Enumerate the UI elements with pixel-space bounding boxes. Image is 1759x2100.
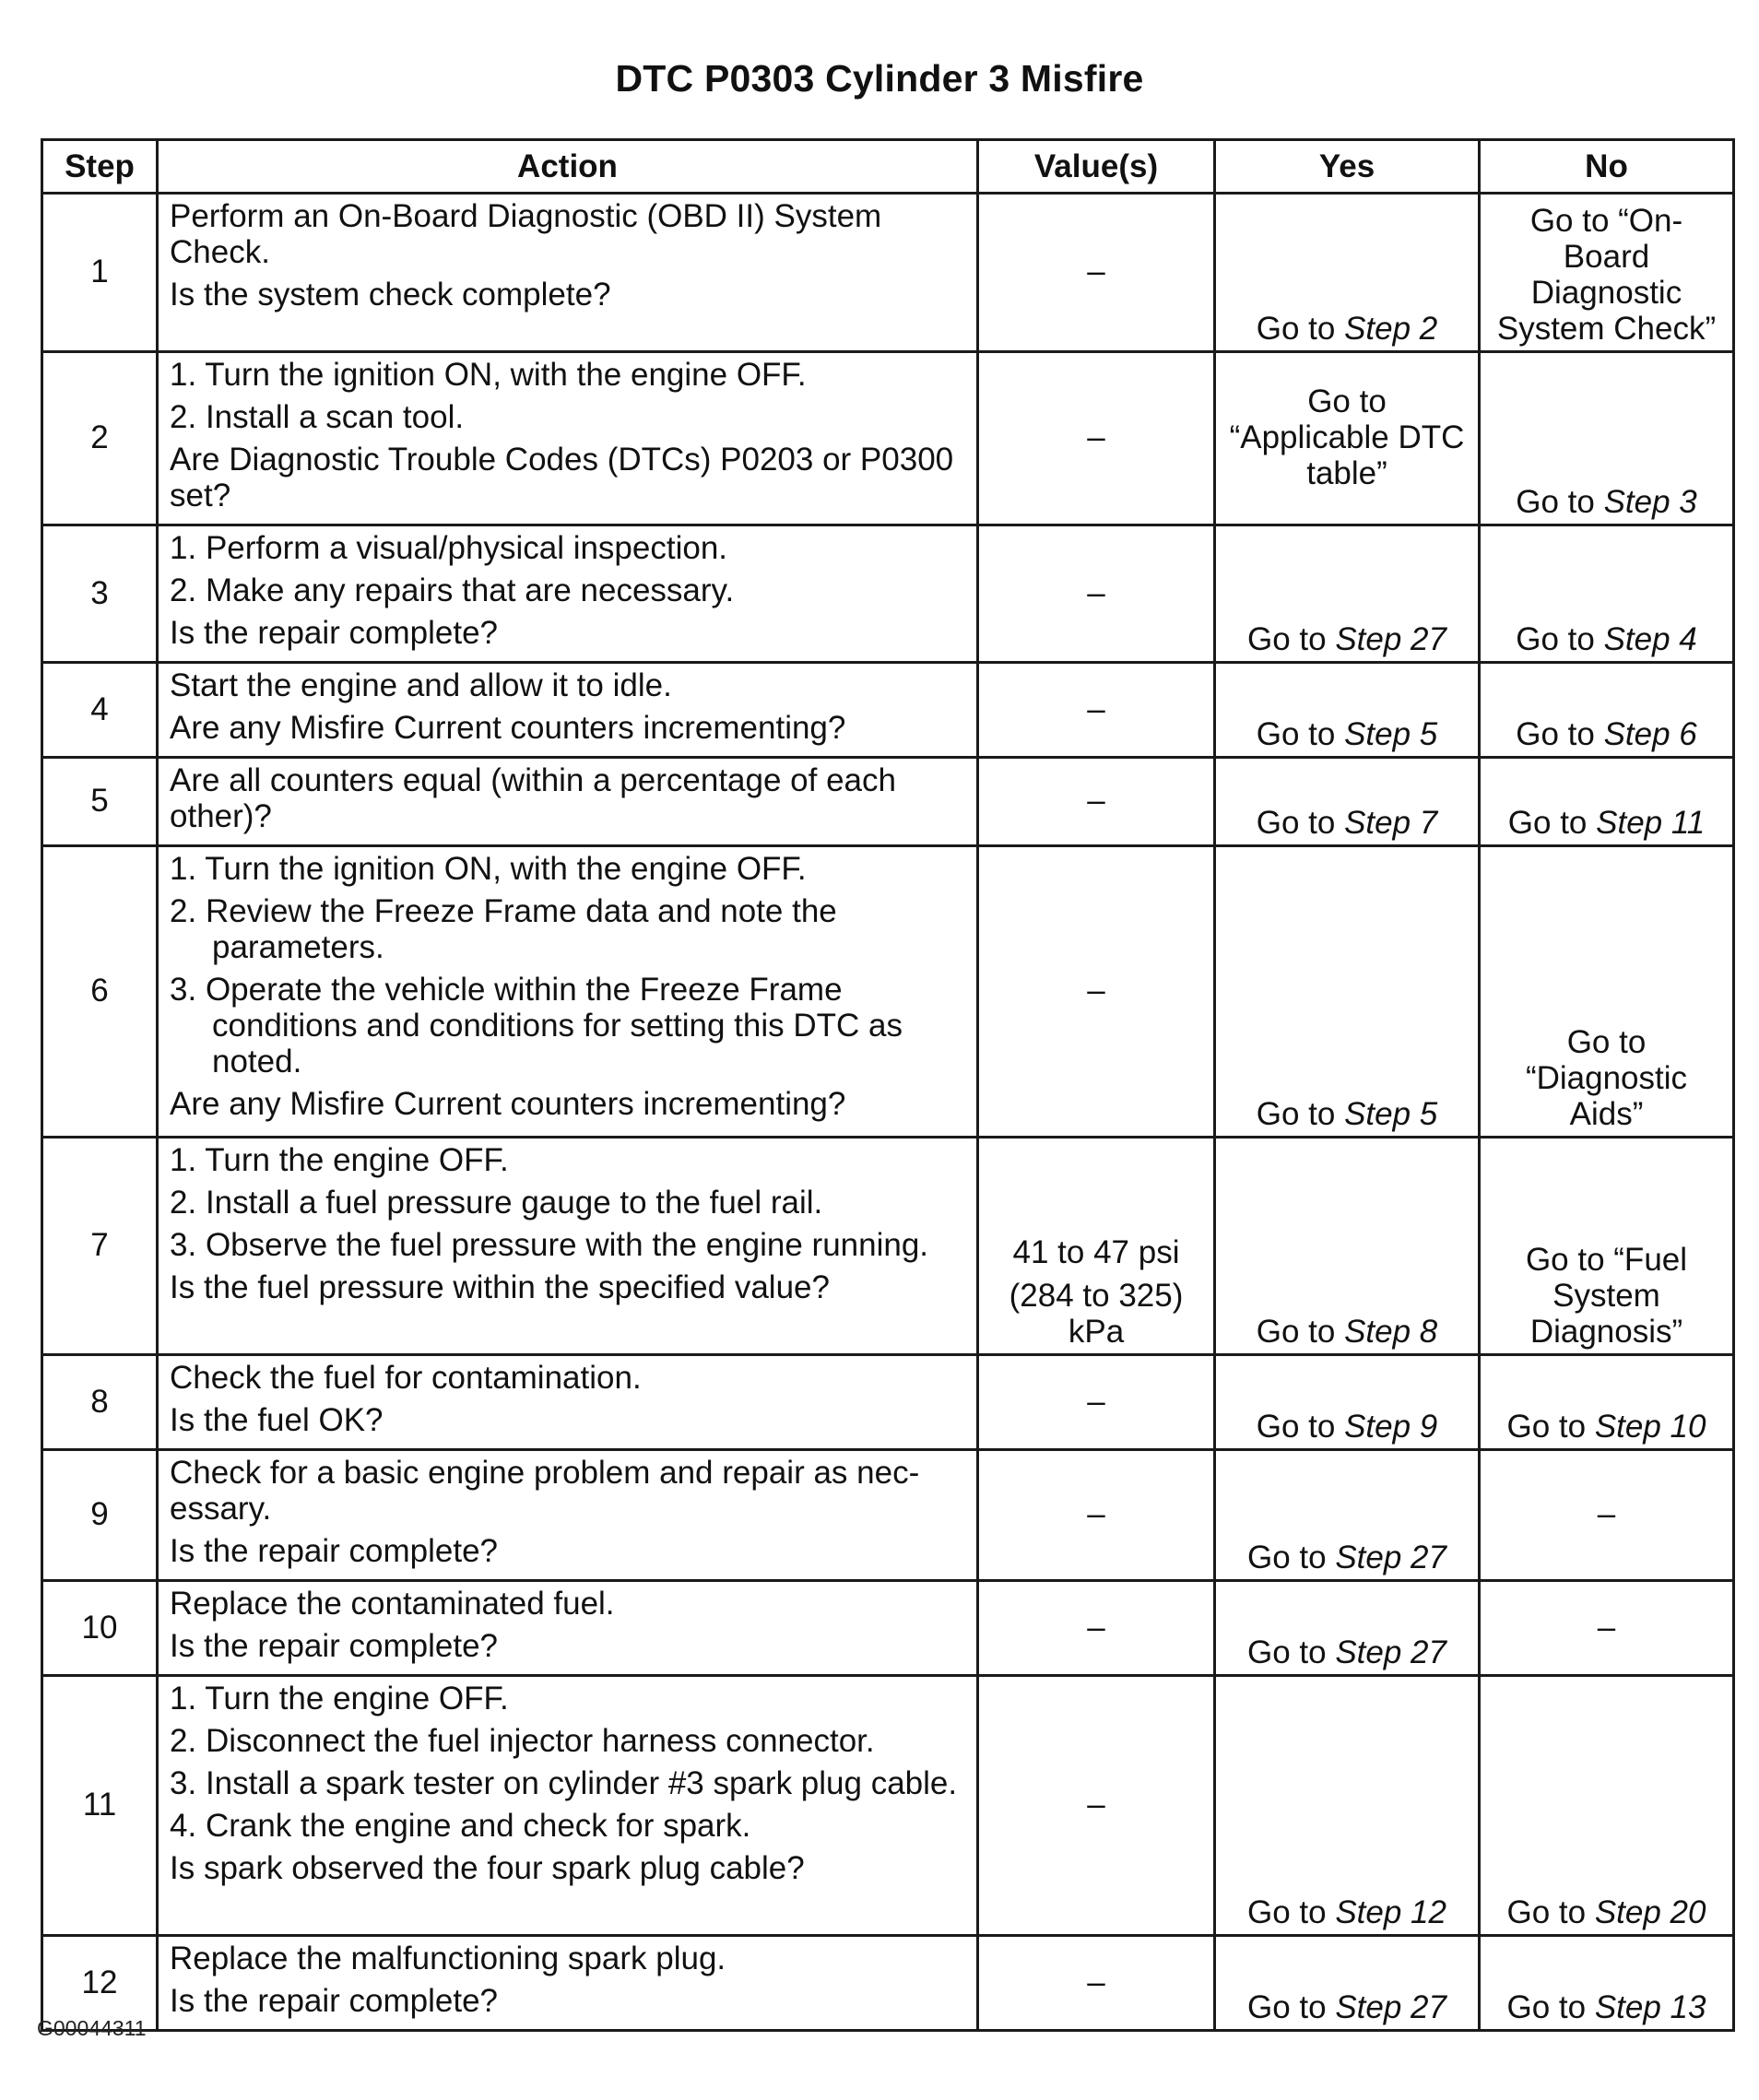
go-to-step-link	[1247, 1894, 1446, 1930]
go-to-step-link	[1247, 1540, 1446, 1575]
table-row	[42, 1936, 1734, 2031]
yes-action-cell	[1215, 194, 1480, 352]
go-to-step-link	[1516, 621, 1697, 657]
instruction-text	[170, 1586, 965, 1622]
instruction-line: Start the engine and allow it to idle.	[170, 667, 672, 703]
spec-value: –	[1087, 574, 1105, 611]
go-to-step-link	[1247, 1989, 1446, 2025]
instruction-text	[170, 277, 965, 313]
table-row	[42, 525, 1734, 663]
instruction-line: Are Diagnostic Trouble Codes (DTCs) P0203 or P0300 set?	[170, 442, 954, 513]
numbered-instruction	[170, 1681, 965, 1717]
action-cell	[158, 194, 978, 352]
go-to-prefix: Go to	[1506, 1989, 1595, 2025]
spec-value: –	[1087, 1383, 1105, 1420]
instruction-number: 1.	[170, 530, 197, 566]
instruction-line: Turn the engine OFF.	[205, 1681, 509, 1717]
value-cell	[978, 758, 1215, 846]
step-number: 7	[42, 1138, 158, 1355]
column-header-no: No	[1480, 140, 1734, 194]
yes-action-cell	[1215, 1355, 1480, 1450]
yes-action-cell	[1215, 1581, 1480, 1676]
go-to-prefix: Go to	[1256, 716, 1345, 752]
go-to-prefix: Go to	[1506, 1894, 1595, 1930]
instruction-text	[170, 1360, 965, 1396]
step-reference: Step 4	[1603, 621, 1697, 657]
value-cell	[978, 1936, 1215, 2031]
numbered-instruction	[170, 1765, 965, 1801]
instruction-line: Turn the ignition ON, with the engine OFF.	[205, 357, 807, 393]
spec-value: –	[1087, 1496, 1105, 1532]
step-reference: Step 27	[1335, 1989, 1446, 2025]
column-header-step: Step	[42, 140, 158, 194]
go-to-prefix: Go to	[1506, 1409, 1595, 1445]
go-to-step-link	[1507, 1409, 1706, 1445]
step-number: 3	[42, 525, 158, 663]
go-to-step-link	[1257, 1409, 1438, 1445]
page-title: DTC P0303 Cylinder 3 Misfire	[615, 57, 1144, 100]
no-action-cell	[1480, 663, 1734, 758]
go-to-prefix: Go to	[1516, 621, 1604, 657]
instruction-number: 3.	[170, 1227, 197, 1263]
table-row	[42, 194, 1734, 352]
spec-value: (284 to 325) kPa	[1009, 1278, 1184, 1350]
go-to-step-link	[1507, 1989, 1706, 2025]
table-row	[42, 352, 1734, 525]
action-cell	[158, 846, 978, 1138]
table-row	[42, 663, 1734, 758]
value-cell	[978, 1138, 1215, 1355]
go-to-step-link	[1257, 716, 1438, 752]
yes-action-cell	[1215, 1138, 1480, 1355]
action-cell	[158, 352, 978, 525]
value-cell	[978, 525, 1215, 663]
instruction-text	[170, 1086, 965, 1122]
spec-value: –	[1087, 1964, 1105, 2000]
spec-value: –	[1087, 419, 1105, 455]
instruction-line: Turn the engine OFF.	[205, 1142, 509, 1178]
instruction-line: Observe the fuel pressure with the engine running.	[205, 1227, 929, 1263]
instruction-number: 1.	[170, 1681, 197, 1717]
instruction-line: Review the Freeze Frame data and note the parameters.	[205, 893, 837, 965]
instruction-text	[170, 1850, 965, 1886]
step-reference: Step 27	[1335, 1634, 1446, 1670]
step-number: 5	[42, 758, 158, 846]
yes-action-cell	[1215, 846, 1480, 1138]
instruction-line: Turn the ignition ON, with the engine OFF.	[205, 851, 807, 887]
instruction-text	[170, 615, 965, 651]
instruction-line: Is the fuel OK?	[170, 1402, 384, 1438]
go-to-step-link	[1257, 805, 1438, 841]
table-row	[42, 1581, 1734, 1676]
no-action-cell	[1480, 194, 1734, 352]
spec-value: –	[1087, 1787, 1105, 1823]
instruction-line: Operate the vehicle within the Freeze Frame conditions and conditions for setting this DTC as noted.	[205, 972, 903, 1079]
column-header-action: Action	[158, 140, 978, 194]
value-cell	[978, 846, 1215, 1138]
yes-action-cell	[1215, 1676, 1480, 1936]
table-row	[42, 1138, 1734, 1355]
value-cell	[978, 194, 1215, 352]
go-to-prefix: Go to	[1256, 1314, 1345, 1350]
go-to-prefix: Go to	[1247, 1540, 1336, 1575]
instruction-line: Crank the engine and check for spark.	[205, 1808, 751, 1844]
instruction-text	[170, 1402, 965, 1438]
no-action-cell	[1480, 352, 1734, 525]
instruction-line: Is the fuel pressure within the specified value?	[170, 1269, 830, 1305]
step-reference: Step 13	[1594, 1989, 1706, 2025]
not-applicable: –	[1597, 1609, 1616, 1646]
instruction-line: Install a spark tester on cylinder #3 spark plug cable.	[205, 1765, 958, 1801]
instruction-number: 2.	[170, 399, 197, 435]
go-to-prefix: Go to	[1256, 1409, 1345, 1445]
go-to-reference: Go to “On-Board Diagnostic System Check”	[1496, 203, 1717, 347]
go-to-prefix: Go to	[1247, 1989, 1336, 2025]
step-reference: Step 3	[1603, 484, 1697, 520]
table-row	[42, 1676, 1734, 1936]
go-to-prefix: Go to	[1516, 716, 1604, 752]
go-to-step-link	[1508, 805, 1705, 841]
step-reference: Step 5	[1344, 1096, 1438, 1132]
step-reference: Step 12	[1335, 1894, 1446, 1930]
step-number: 6	[42, 846, 158, 1138]
instruction-line: Replace the malfunctioning spark plug.	[170, 1941, 726, 1976]
numbered-instruction	[170, 572, 965, 608]
instruction-text	[170, 667, 965, 703]
instruction-text	[170, 1269, 965, 1305]
step-number: 10	[42, 1581, 158, 1676]
instruction-number: 2.	[170, 893, 197, 929]
instruction-line: Are any Misfire Current counters incrementing?	[170, 710, 846, 746]
go-to-prefix: Go to	[1507, 805, 1597, 841]
spec-value: –	[1087, 254, 1105, 289]
instruction-number: 1.	[170, 851, 197, 887]
numbered-instruction	[170, 893, 965, 965]
action-cell	[158, 663, 978, 758]
no-action-cell	[1480, 1355, 1734, 1450]
instruction-line: Replace the contaminated fuel.	[170, 1586, 615, 1622]
instruction-text	[170, 1941, 965, 1976]
value-cell	[978, 1676, 1215, 1936]
instruction-line: Make any repairs that are necessary.	[205, 572, 735, 608]
no-action-cell	[1480, 846, 1734, 1138]
yes-action-cell	[1215, 525, 1480, 663]
step-reference: Step 6	[1603, 716, 1697, 752]
action-cell	[158, 525, 978, 663]
numbered-instruction	[170, 1808, 965, 1844]
numbered-instruction	[170, 399, 965, 435]
table-row	[42, 1355, 1734, 1450]
step-reference: Step 9	[1344, 1409, 1438, 1445]
go-to-reference: Go to “Fuel System Diagnosis”	[1525, 1242, 1688, 1350]
numbered-instruction	[170, 1142, 965, 1178]
no-action-cell	[1480, 1450, 1734, 1581]
instruction-text	[170, 442, 965, 513]
step-reference: Step 27	[1335, 621, 1446, 657]
not-applicable: –	[1597, 1496, 1616, 1532]
no-action-cell	[1480, 525, 1734, 663]
step-number: 11	[42, 1676, 158, 1936]
no-action-cell	[1480, 1138, 1734, 1355]
no-action-cell	[1480, 758, 1734, 846]
instruction-line: Are all counters equal (within a percentage of each other)?	[170, 762, 896, 834]
instruction-line: Is the system check complete?	[170, 277, 611, 313]
numbered-instruction	[170, 972, 965, 1079]
step-number: 8	[42, 1355, 158, 1450]
instruction-line: Is the repair complete?	[170, 1628, 499, 1664]
step-number: 2	[42, 352, 158, 525]
go-to-prefix: Go to	[1247, 1894, 1336, 1930]
step-reference: Step 10	[1594, 1409, 1706, 1445]
yes-action-cell	[1215, 663, 1480, 758]
spec-value: –	[1087, 690, 1105, 727]
instruction-line: Check for a basic engine problem and repair as nec-essary.	[170, 1455, 920, 1527]
instruction-text	[170, 198, 965, 270]
numbered-instruction	[170, 851, 965, 887]
numbered-instruction	[170, 530, 965, 566]
numbered-instruction	[170, 1185, 965, 1221]
go-to-step-link	[1516, 484, 1697, 520]
column-header-values: Value(s)	[978, 140, 1215, 194]
instruction-line: Is spark observed the four spark plug cable?	[170, 1850, 805, 1886]
no-action-cell	[1480, 1936, 1734, 2031]
action-cell	[158, 1581, 978, 1676]
go-to-prefix: Go to	[1256, 311, 1345, 347]
instruction-number: 4.	[170, 1808, 197, 1844]
value-cell	[978, 1355, 1215, 1450]
yes-action-cell	[1215, 758, 1480, 846]
spec-value: 41 to 47 psi	[1012, 1234, 1180, 1270]
instruction-number: 2.	[170, 572, 197, 608]
action-cell	[158, 1936, 978, 2031]
action-cell	[158, 1355, 978, 1450]
yes-action-cell	[1215, 1450, 1480, 1581]
instruction-number: 2.	[170, 1723, 197, 1759]
instruction-line: Disconnect the fuel injector harness connector.	[205, 1723, 875, 1759]
step-reference: Step 5	[1344, 716, 1438, 752]
go-to-prefix: Go to	[1247, 1634, 1336, 1670]
go-to-prefix: Go to	[1516, 484, 1604, 520]
go-to-prefix: Go to	[1256, 805, 1345, 841]
instruction-text	[170, 1628, 965, 1664]
instruction-number: 2.	[170, 1185, 197, 1221]
yes-action-cell	[1215, 352, 1480, 525]
go-to-step-link	[1507, 1894, 1706, 1930]
instruction-line: Perform a visual/physical inspection.	[205, 530, 728, 566]
go-to-prefix: Go to	[1247, 621, 1336, 657]
value-cell	[978, 1581, 1215, 1676]
step-reference: Step 20	[1594, 1894, 1706, 1930]
step-number: 1	[42, 194, 158, 352]
spec-value: –	[1087, 783, 1105, 819]
no-action-cell	[1480, 1676, 1734, 1936]
instruction-text	[170, 1533, 965, 1569]
instruction-line: Is the repair complete?	[170, 1983, 499, 2019]
action-cell	[158, 1450, 978, 1581]
action-cell	[158, 758, 978, 846]
spec-value: –	[1087, 1609, 1105, 1646]
value-cell	[978, 1450, 1215, 1581]
numbered-instruction	[170, 1723, 965, 1759]
value-cell	[978, 663, 1215, 758]
table-body	[42, 194, 1734, 2031]
diagnostic-table	[41, 138, 1735, 2032]
instruction-number: 3.	[170, 972, 197, 1008]
step-reference: Step 8	[1344, 1314, 1438, 1350]
instruction-line: Check the fuel for contamination.	[170, 1360, 642, 1396]
go-to-step-link	[1257, 1096, 1438, 1132]
step-reference: Step 11	[1596, 805, 1706, 841]
step-reference: Step 2	[1344, 311, 1438, 347]
table-row	[42, 1450, 1734, 1581]
yes-action-cell	[1215, 1936, 1480, 2031]
instruction-number: 3.	[170, 1765, 197, 1801]
instruction-number: 1.	[170, 1142, 197, 1178]
instruction-line: Install a scan tool.	[205, 399, 465, 435]
no-action-cell	[1480, 1581, 1734, 1676]
go-to-reference: Go to “Applicable DTC table”	[1229, 383, 1465, 491]
table-row	[42, 846, 1734, 1138]
go-to-step-link	[1257, 311, 1438, 347]
go-to-prefix: Go to	[1256, 1096, 1345, 1132]
instruction-text	[170, 762, 965, 834]
column-header-yes: Yes	[1215, 140, 1480, 194]
go-to-step-link	[1257, 1314, 1438, 1350]
step-reference: Step 7	[1344, 805, 1438, 841]
step-reference: Step 27	[1335, 1540, 1446, 1575]
value-cell	[978, 352, 1215, 525]
action-cell	[158, 1676, 978, 1936]
instruction-line: Is the repair complete?	[170, 615, 499, 651]
go-to-step-link	[1516, 716, 1697, 752]
figure-id: G00044311	[37, 2016, 147, 2040]
go-to-reference: Go to “Diagnostic Aids”	[1525, 1024, 1688, 1132]
numbered-instruction	[170, 1227, 965, 1263]
go-to-step-link	[1247, 621, 1446, 657]
instruction-number: 1.	[170, 357, 197, 393]
instruction-line: Are any Misfire Current counters incrementing?	[170, 1086, 846, 1122]
step-number: 12	[42, 1936, 158, 2031]
instruction-text	[170, 710, 965, 746]
numbered-instruction	[170, 357, 965, 393]
instruction-text	[170, 1455, 965, 1527]
step-number: 9	[42, 1450, 158, 1581]
go-to-step-link	[1247, 1634, 1446, 1670]
step-number: 4	[42, 663, 158, 758]
action-cell	[158, 1138, 978, 1355]
table-row	[42, 758, 1734, 846]
spec-value: –	[1087, 973, 1105, 1009]
header-row	[42, 140, 1734, 194]
instruction-line: Perform an On-Board Diagnostic (OBD II) System Check.	[170, 198, 882, 270]
instruction-text	[170, 1983, 965, 2019]
instruction-line: Is the repair complete?	[170, 1533, 499, 1569]
instruction-line: Install a fuel pressure gauge to the fuel rail.	[205, 1185, 823, 1221]
